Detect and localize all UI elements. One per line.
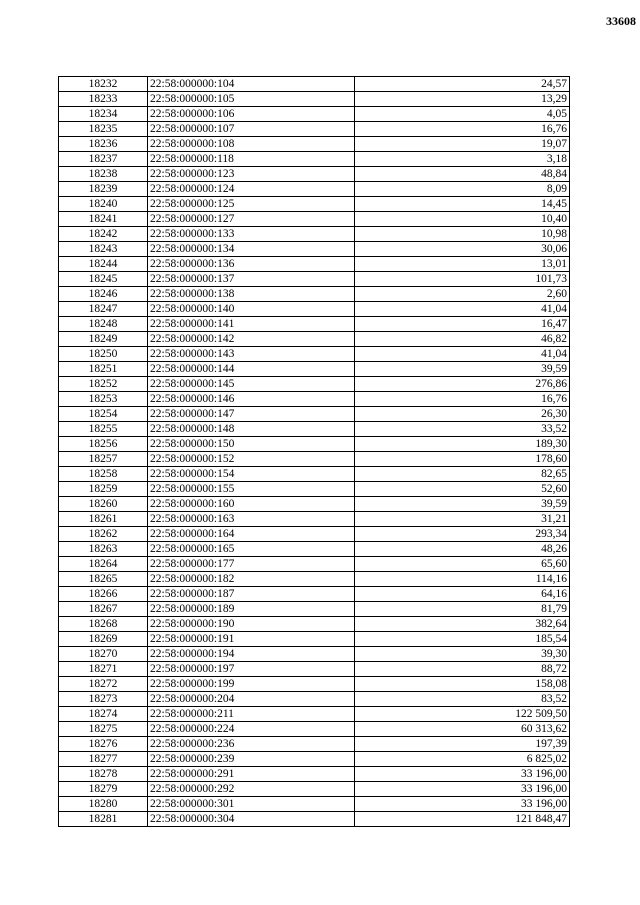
cadastral-code-cell: 22:58:000000:150 (148, 437, 355, 452)
row-number-cell: 18259 (59, 482, 148, 497)
value-cell: 39,59 (355, 362, 570, 377)
cadastral-code-cell: 22:58:000000:136 (148, 257, 355, 272)
row-number-cell: 18252 (59, 377, 148, 392)
value-cell: 178,60 (355, 452, 570, 467)
cadastral-code-cell: 22:58:000000:138 (148, 287, 355, 302)
value-cell: 185,54 (355, 632, 570, 647)
value-cell: 39,59 (355, 497, 570, 512)
row-number-cell: 18253 (59, 392, 148, 407)
value-cell: 33 196,00 (355, 797, 570, 812)
table-row (59, 422, 570, 437)
table-row (59, 752, 570, 767)
table-row (59, 227, 570, 242)
table-row (59, 152, 570, 167)
cadastral-code-cell: 22:58:000000:134 (148, 242, 355, 257)
row-number-cell: 18239 (59, 182, 148, 197)
cadastral-code-cell: 22:58:000000:190 (148, 617, 355, 632)
value-cell: 10,98 (355, 227, 570, 242)
cadastral-code-cell: 22:58:000000:146 (148, 392, 355, 407)
row-number-cell: 18281 (59, 812, 148, 827)
row-number-cell: 18278 (59, 767, 148, 782)
table-row (59, 452, 570, 467)
row-number-cell: 18236 (59, 137, 148, 152)
table-row (59, 92, 570, 107)
value-cell: 52,60 (355, 482, 570, 497)
value-cell: 16,47 (355, 317, 570, 332)
row-number-cell: 18245 (59, 272, 148, 287)
cadastral-code-cell: 22:58:000000:199 (148, 677, 355, 692)
row-number-cell: 18255 (59, 422, 148, 437)
table-row (59, 557, 570, 572)
value-cell: 4,05 (355, 107, 570, 122)
cadastral-code-cell: 22:58:000000:141 (148, 317, 355, 332)
row-number-cell: 18256 (59, 437, 148, 452)
cadastral-code-cell: 22:58:000000:127 (148, 212, 355, 227)
value-cell: 88,72 (355, 662, 570, 677)
value-cell: 121 848,47 (355, 812, 570, 827)
row-number-cell: 18247 (59, 302, 148, 317)
row-number-cell: 18262 (59, 527, 148, 542)
table-row (59, 617, 570, 632)
cadastral-code-cell: 22:58:000000:182 (148, 572, 355, 587)
table-row (59, 332, 570, 347)
cadastral-code-cell: 22:58:000000:104 (148, 77, 355, 92)
cadastral-code-cell: 22:58:000000:194 (148, 647, 355, 662)
value-cell: 24,57 (355, 77, 570, 92)
value-cell: 39,30 (355, 647, 570, 662)
table-row (59, 647, 570, 662)
table-row (59, 797, 570, 812)
cadastral-code-cell: 22:58:000000:292 (148, 782, 355, 797)
value-cell: 31,21 (355, 512, 570, 527)
cadastral-code-cell: 22:58:000000:152 (148, 452, 355, 467)
row-number-cell: 18246 (59, 287, 148, 302)
value-cell: 197,39 (355, 737, 570, 752)
value-cell: 81,79 (355, 602, 570, 617)
table-row (59, 107, 570, 122)
row-number-cell: 18249 (59, 332, 148, 347)
row-number-cell: 18250 (59, 347, 148, 362)
value-cell: 60 313,62 (355, 722, 570, 737)
row-number-cell: 18274 (59, 707, 148, 722)
value-cell: 3,18 (355, 152, 570, 167)
value-cell: 48,26 (355, 542, 570, 557)
row-number-cell: 18271 (59, 662, 148, 677)
cadastral-code-cell: 22:58:000000:160 (148, 497, 355, 512)
cadastral-code-cell: 22:58:000000:155 (148, 482, 355, 497)
value-cell: 8,09 (355, 182, 570, 197)
value-cell: 382,64 (355, 617, 570, 632)
table-row (59, 467, 570, 482)
table-row (59, 707, 570, 722)
value-cell: 48,84 (355, 167, 570, 182)
cadastral-code-cell: 22:58:000000:204 (148, 692, 355, 707)
value-cell: 158,08 (355, 677, 570, 692)
row-number-cell: 18260 (59, 497, 148, 512)
value-cell: 41,04 (355, 302, 570, 317)
row-number-cell: 18244 (59, 257, 148, 272)
row-number-cell: 18268 (59, 617, 148, 632)
value-cell: 46,82 (355, 332, 570, 347)
cadastral-code-cell: 22:58:000000:108 (148, 137, 355, 152)
row-number-cell: 18233 (59, 92, 148, 107)
value-cell: 33 196,00 (355, 767, 570, 782)
value-cell: 114,16 (355, 572, 570, 587)
value-cell: 189,30 (355, 437, 570, 452)
row-number-cell: 18264 (59, 557, 148, 572)
table-row (59, 347, 570, 362)
table-row (59, 587, 570, 602)
row-number-cell: 18257 (59, 452, 148, 467)
table-row (59, 137, 570, 152)
value-cell: 13,29 (355, 92, 570, 107)
row-number-cell: 18240 (59, 197, 148, 212)
cadastral-code-cell: 22:58:000000:143 (148, 347, 355, 362)
value-cell: 14,45 (355, 197, 570, 212)
row-number-cell: 18241 (59, 212, 148, 227)
cadastral-code-cell: 22:58:000000:164 (148, 527, 355, 542)
cadastral-code-cell: 22:58:000000:124 (148, 182, 355, 197)
cadastral-code-cell: 22:58:000000:191 (148, 632, 355, 647)
row-number-cell: 18232 (59, 77, 148, 92)
row-number-cell: 18261 (59, 512, 148, 527)
table-row (59, 317, 570, 332)
row-number-cell: 18238 (59, 167, 148, 182)
row-number-cell: 18237 (59, 152, 148, 167)
cadastral-code-cell: 22:58:000000:154 (148, 467, 355, 482)
table-row (59, 812, 570, 827)
cadastral-code-cell: 22:58:000000:118 (148, 152, 355, 167)
cadastral-code-cell: 22:58:000000:123 (148, 167, 355, 182)
table-row (59, 392, 570, 407)
cadastral-code-cell: 22:58:000000:125 (148, 197, 355, 212)
table-row (59, 662, 570, 677)
cadastral-code-cell: 22:58:000000:133 (148, 227, 355, 242)
table-row (59, 77, 570, 92)
table-row (59, 497, 570, 512)
value-cell: 122 509,50 (355, 707, 570, 722)
cadastral-code-cell: 22:58:000000:301 (148, 797, 355, 812)
table-row (59, 182, 570, 197)
table-row (59, 767, 570, 782)
value-cell: 16,76 (355, 392, 570, 407)
cadastral-code-cell: 22:58:000000:189 (148, 602, 355, 617)
table-row (59, 722, 570, 737)
table-row (59, 272, 570, 287)
row-number-cell: 18251 (59, 362, 148, 377)
cadastral-code-cell: 22:58:000000:145 (148, 377, 355, 392)
cadastral-code-cell: 22:58:000000:140 (148, 302, 355, 317)
cadastral-code-cell: 22:58:000000:224 (148, 722, 355, 737)
table-row (59, 527, 570, 542)
value-cell: 65,60 (355, 557, 570, 572)
table-row (59, 407, 570, 422)
value-cell: 2,60 (355, 287, 570, 302)
cadastral-code-cell: 22:58:000000:304 (148, 812, 355, 827)
table-row (59, 782, 570, 797)
row-number-cell: 18234 (59, 107, 148, 122)
row-number-cell: 18275 (59, 722, 148, 737)
row-number-cell: 18235 (59, 122, 148, 137)
value-cell: 33,52 (355, 422, 570, 437)
row-number-cell: 18266 (59, 587, 148, 602)
table-row (59, 122, 570, 137)
table-row (59, 632, 570, 647)
value-cell: 64,16 (355, 587, 570, 602)
table-row (59, 692, 570, 707)
value-cell: 101,73 (355, 272, 570, 287)
table-row (59, 542, 570, 557)
value-cell: 19,07 (355, 137, 570, 152)
table-row (59, 677, 570, 692)
value-cell: 82,65 (355, 467, 570, 482)
cadastral-code-cell: 22:58:000000:211 (148, 707, 355, 722)
row-number-cell: 18272 (59, 677, 148, 692)
row-number-cell: 18243 (59, 242, 148, 257)
cadastral-code-cell: 22:58:000000:197 (148, 662, 355, 677)
table-row (59, 212, 570, 227)
cadastral-code-cell: 22:58:000000:147 (148, 407, 355, 422)
cadastral-code-cell: 22:58:000000:148 (148, 422, 355, 437)
table-row (59, 572, 570, 587)
table-row (59, 167, 570, 182)
value-cell: 83,52 (355, 692, 570, 707)
row-number-cell: 18265 (59, 572, 148, 587)
value-cell: 30,06 (355, 242, 570, 257)
data-table (58, 76, 570, 827)
table-row (59, 242, 570, 257)
table-row (59, 737, 570, 752)
table-row (59, 437, 570, 452)
cadastral-code-cell: 22:58:000000:105 (148, 92, 355, 107)
row-number-cell: 18270 (59, 647, 148, 662)
row-number-cell: 18248 (59, 317, 148, 332)
value-cell: 16,76 (355, 122, 570, 137)
value-cell: 276,86 (355, 377, 570, 392)
table-row (59, 602, 570, 617)
cadastral-code-cell: 22:58:000000:239 (148, 752, 355, 767)
table-body (59, 77, 570, 827)
table-row (59, 512, 570, 527)
value-cell: 13,01 (355, 257, 570, 272)
row-number-cell: 18276 (59, 737, 148, 752)
page-number: 33608 (606, 14, 636, 28)
table-row (59, 287, 570, 302)
table-row (59, 362, 570, 377)
cadastral-code-cell: 22:58:000000:291 (148, 767, 355, 782)
table-row (59, 302, 570, 317)
cadastral-code-cell: 22:58:000000:142 (148, 332, 355, 347)
cadastral-code-cell: 22:58:000000:144 (148, 362, 355, 377)
table-row (59, 482, 570, 497)
cadastral-code-cell: 22:58:000000:106 (148, 107, 355, 122)
value-cell: 293,34 (355, 527, 570, 542)
cadastral-code-cell: 22:58:000000:165 (148, 542, 355, 557)
row-number-cell: 18280 (59, 797, 148, 812)
row-number-cell: 18258 (59, 467, 148, 482)
value-cell: 6 825,02 (355, 752, 570, 767)
row-number-cell: 18269 (59, 632, 148, 647)
cadastral-code-cell: 22:58:000000:236 (148, 737, 355, 752)
table-row (59, 377, 570, 392)
table-row (59, 257, 570, 272)
cadastral-code-cell: 22:58:000000:163 (148, 512, 355, 527)
cadastral-code-cell: 22:58:000000:187 (148, 587, 355, 602)
row-number-cell: 18277 (59, 752, 148, 767)
cadastral-code-cell: 22:58:000000:107 (148, 122, 355, 137)
row-number-cell: 18267 (59, 602, 148, 617)
cadastral-code-cell: 22:58:000000:177 (148, 557, 355, 572)
row-number-cell: 18279 (59, 782, 148, 797)
table-row (59, 197, 570, 212)
value-cell: 26,30 (355, 407, 570, 422)
value-cell: 33 196,00 (355, 782, 570, 797)
cadastral-code-cell: 22:58:000000:137 (148, 272, 355, 287)
value-cell: 10,40 (355, 212, 570, 227)
row-number-cell: 18273 (59, 692, 148, 707)
row-number-cell: 18254 (59, 407, 148, 422)
row-number-cell: 18263 (59, 542, 148, 557)
value-cell: 41,04 (355, 347, 570, 362)
row-number-cell: 18242 (59, 227, 148, 242)
